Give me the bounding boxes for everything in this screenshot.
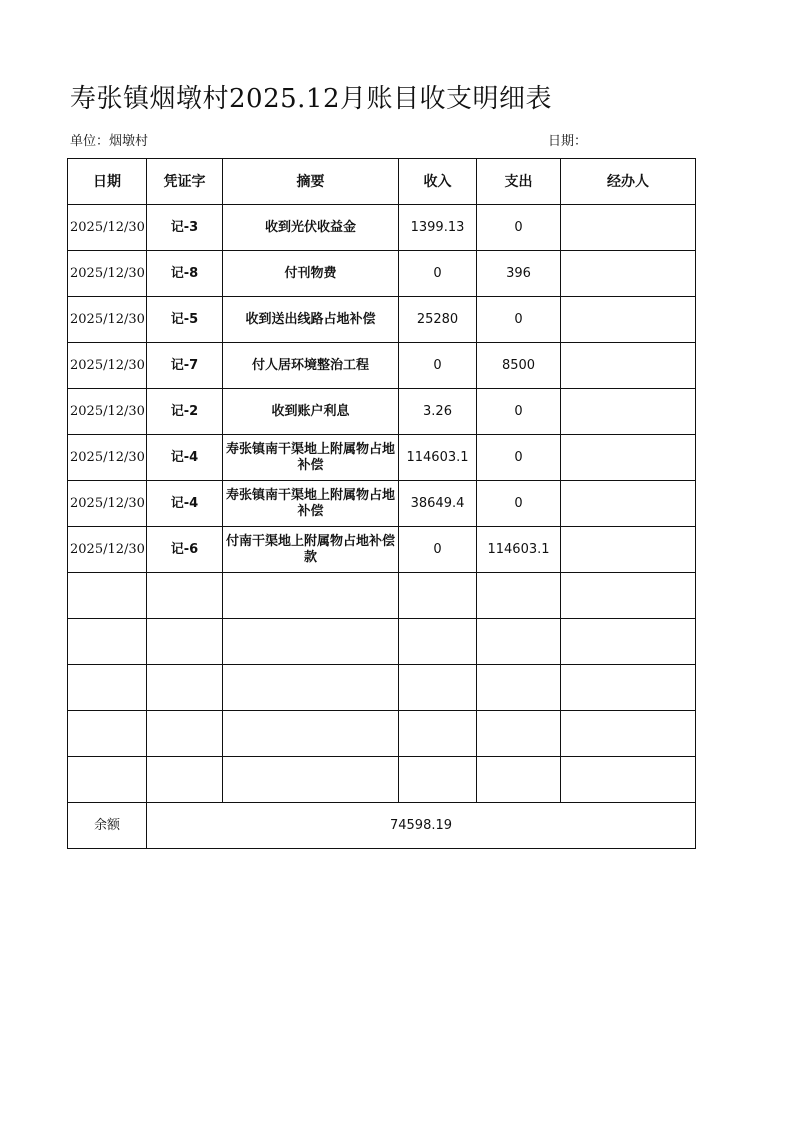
cell-voucher: 记-7 — [147, 343, 223, 389]
table-row — [68, 481, 696, 527]
cell-date — [68, 619, 147, 665]
table-row — [68, 619, 696, 665]
cell-income: 25280 — [399, 297, 477, 343]
cell-income — [399, 711, 477, 757]
cell-income: 1399.13 — [399, 205, 477, 251]
cell-expense: 396 — [477, 251, 561, 297]
cell-handler — [561, 527, 696, 573]
table-row — [68, 527, 696, 573]
cell-summary: 收到光伏收益金 — [223, 205, 399, 251]
cell-voucher: 记-5 — [147, 297, 223, 343]
cell-voucher: 记-4 — [147, 435, 223, 481]
cell-handler — [561, 435, 696, 481]
table-row — [68, 711, 696, 757]
balance-row — [68, 803, 696, 849]
cell-summary: 付南干渠地上附属物占地补偿款 — [223, 527, 399, 573]
header-expense: 支出 — [477, 159, 561, 205]
cell-date: 2025/12/30 — [68, 297, 147, 343]
cell-summary: 付人居环境整治工程 — [223, 343, 399, 389]
cell-handler — [561, 711, 696, 757]
unit-label: 单位：烟墩村 — [70, 134, 149, 149]
cell-expense: 114603.1 — [477, 527, 561, 573]
cell-income — [399, 665, 477, 711]
ledger-table — [67, 158, 696, 849]
cell-date: 2025/12/30 — [68, 527, 147, 573]
table-row — [68, 757, 696, 803]
cell-handler — [561, 757, 696, 803]
cell-date: 2025/12/30 — [68, 251, 147, 297]
header-income: 收入 — [399, 159, 477, 205]
cell-handler — [561, 573, 696, 619]
balance-value: 74598.19 — [147, 803, 696, 849]
cell-handler — [561, 205, 696, 251]
cell-handler — [561, 343, 696, 389]
cell-income: 3.26 — [399, 389, 477, 435]
cell-handler — [561, 481, 696, 527]
cell-date: 2025/12/30 — [68, 343, 147, 389]
cell-date — [68, 573, 147, 619]
header-handler: 经办人 — [561, 159, 696, 205]
cell-handler — [561, 297, 696, 343]
cell-expense: 0 — [477, 435, 561, 481]
table-row — [68, 251, 696, 297]
cell-income: 38649.4 — [399, 481, 477, 527]
cell-summary: 寿张镇南干渠地上附属物占地补偿 — [223, 435, 399, 481]
balance-label: 余额 — [68, 803, 147, 849]
cell-expense: 0 — [477, 481, 561, 527]
cell-summary: 付刊物费 — [223, 251, 399, 297]
header-summary: 摘要 — [223, 159, 399, 205]
cell-handler — [561, 389, 696, 435]
table-row — [68, 435, 696, 481]
cell-summary — [223, 665, 399, 711]
cell-income: 0 — [399, 343, 477, 389]
header-date: 日期 — [68, 159, 147, 205]
cell-summary — [223, 757, 399, 803]
cell-voucher: 记-8 — [147, 251, 223, 297]
cell-income — [399, 757, 477, 803]
page-title: 寿张镇烟墩村2025.12月账目收支明细表 — [70, 84, 553, 114]
cell-voucher: 记-2 — [147, 389, 223, 435]
cell-expense: 0 — [477, 297, 561, 343]
cell-handler — [561, 251, 696, 297]
cell-date: 2025/12/30 — [68, 205, 147, 251]
cell-expense — [477, 665, 561, 711]
cell-date: 2025/12/30 — [68, 481, 147, 527]
table-row — [68, 343, 696, 389]
cell-expense — [477, 619, 561, 665]
cell-expense — [477, 573, 561, 619]
cell-voucher — [147, 573, 223, 619]
cell-date — [68, 665, 147, 711]
cell-expense — [477, 757, 561, 803]
cell-summary — [223, 619, 399, 665]
table-row — [68, 665, 696, 711]
cell-date: 2025/12/30 — [68, 435, 147, 481]
cell-summary — [223, 573, 399, 619]
cell-date: 2025/12/30 — [68, 389, 147, 435]
cell-voucher: 记-3 — [147, 205, 223, 251]
header-row — [68, 159, 696, 205]
cell-voucher — [147, 619, 223, 665]
cell-voucher: 记-6 — [147, 527, 223, 573]
cell-summary: 寿张镇南干渠地上附属物占地补偿 — [223, 481, 399, 527]
header-voucher: 凭证字 — [147, 159, 223, 205]
cell-income — [399, 619, 477, 665]
cell-voucher — [147, 665, 223, 711]
cell-income — [399, 573, 477, 619]
cell-voucher — [147, 711, 223, 757]
cell-income: 114603.1 — [399, 435, 477, 481]
table-row — [68, 389, 696, 435]
cell-expense — [477, 711, 561, 757]
cell-expense: 0 — [477, 389, 561, 435]
cell-voucher: 记-4 — [147, 481, 223, 527]
cell-handler — [561, 619, 696, 665]
cell-income: 0 — [399, 527, 477, 573]
cell-summary: 收到账户利息 — [223, 389, 399, 435]
cell-expense: 0 — [477, 205, 561, 251]
ledger-body — [68, 205, 696, 849]
cell-summary: 收到送出线路占地补偿 — [223, 297, 399, 343]
table-row — [68, 205, 696, 251]
table-row — [68, 573, 696, 619]
cell-handler — [561, 665, 696, 711]
table-row — [68, 297, 696, 343]
cell-summary — [223, 711, 399, 757]
date-label: 日期： — [548, 134, 588, 149]
cell-voucher — [147, 757, 223, 803]
cell-date — [68, 757, 147, 803]
cell-income: 0 — [399, 251, 477, 297]
cell-expense: 8500 — [477, 343, 561, 389]
cell-date — [68, 711, 147, 757]
